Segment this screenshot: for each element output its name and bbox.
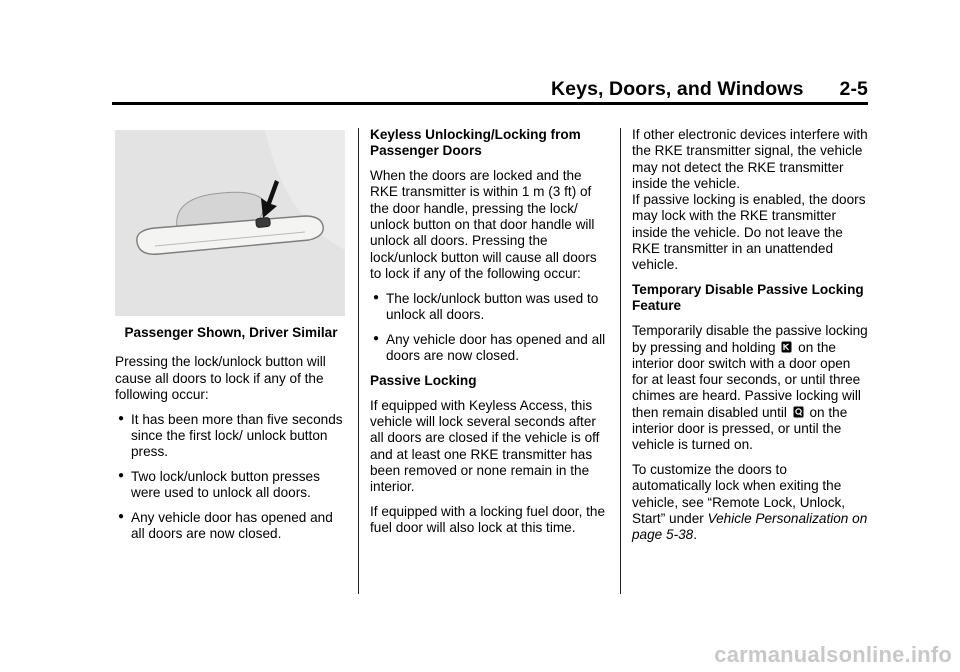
column-divider [358, 128, 359, 594]
col3-paragraph-3: Temporarily disable the passive locking by pressing and holding on the interior door switch with a door open for at least four seconds, or until three chimes are heard. Passive locking will then remain disabled until on the interior door is pressed, or until the vehicle is turned on. [632, 323, 868, 453]
col2-paragraph-3: If equipped with a locking fuel door, the fuel door will also lock at this time. [370, 503, 606, 536]
col3-paragraph-2: If passive locking is enabled, the doors may lock with the RKE transmitter inside the vehicle. Do not leave the RKE transmitter in an unattended vehicle. [632, 192, 866, 273]
column-divider [620, 128, 621, 594]
figure-caption: Passenger Shown, Driver Similar [124, 325, 338, 340]
unlock-icon [793, 406, 804, 418]
section-heading: Temporary Disable Passive Locking Feature [632, 282, 864, 314]
cross-reference-link[interactable]: Vehicle Personalization on page 5-38 [632, 511, 868, 543]
bullet-icon: ● [373, 332, 380, 344]
section-heading: Passive Locking [370, 372, 477, 388]
bullet-icon: ● [118, 511, 125, 523]
list-item: ● Any vehicle door has opened and all doors are now closed. [118, 510, 333, 542]
lock-icon [781, 341, 792, 353]
page-number: 2-5 [839, 78, 868, 100]
bullet-icon: ● [118, 470, 125, 482]
section-title: Keys, Doors, and Windows [551, 78, 804, 100]
section-heading: Keyless Unlocking/Locking from Passenger Doors [370, 127, 581, 159]
list-item: ● Any vehicle door has opened and all doors are now closed. [373, 331, 606, 364]
list-item: ● It has been more than five seconds since the first lock/ unlock button press. [118, 411, 343, 460]
col2-paragraph-2: If equipped with Keyless Access, this vehicle will lock several seconds after all doors are closed if the vehicle is off and at least one RKE transmitter has been removed or none remain in the interior. [370, 397, 600, 495]
watermark: carmanualsonline.info [714, 642, 952, 667]
bullet-icon: ● [118, 412, 125, 424]
list-item: ● The lock/unlock button was used to unlock all doors. [373, 290, 599, 322]
header-rule [112, 102, 868, 105]
col1-intro: Pressing the lock/unlock button will cause all doors to lock if any of the following occur: [115, 354, 326, 402]
column-3 [632, 127, 868, 552]
col2-paragraph-1: When the doors are locked and the RKE transmitter is within 1 m (3 ft) of the door handle, pressing the lock/ unlock button on that door handle will unlock all doors. Pressing the lock/unlock button will cause all doors to lock if any of the following occur: [370, 168, 597, 281]
column-1 [115, 130, 347, 551]
bullet-icon: ● [373, 291, 380, 303]
col3-paragraph-4: To customize the doors to automatically lock when exiting the vehicle, see “Remote Lock, Unlock, Start” under Vehicle Personalization on page 5-38. [632, 462, 868, 543]
column-2 [370, 127, 608, 545]
list-item: ● Two lock/unlock button presses were used to unlock all doors. [118, 469, 320, 501]
col3-paragraph-1: If other electronic devices interfere with the RKE transmitter signal, the vehicle may not detect the RKE transmitter inside the vehicle. [632, 127, 868, 191]
door-handle-illustration [115, 130, 345, 316]
